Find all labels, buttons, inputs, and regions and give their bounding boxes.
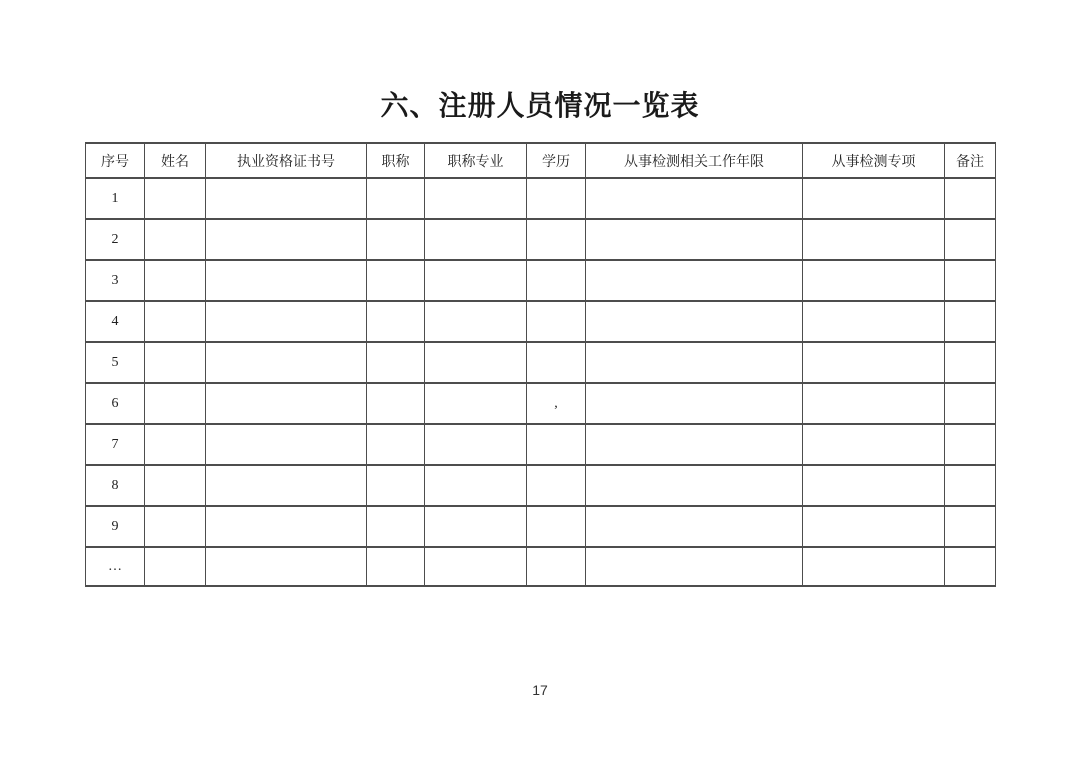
remark-cell xyxy=(945,301,996,342)
work-years-cell xyxy=(586,506,803,547)
education-cell xyxy=(527,342,586,383)
name-cell xyxy=(145,383,206,424)
title-major-cell xyxy=(425,383,527,424)
cert-no-cell xyxy=(206,547,367,586)
title-cell xyxy=(367,506,425,547)
specialty-cell xyxy=(803,465,945,506)
specialty-cell xyxy=(803,301,945,342)
row-number-cell: 1 xyxy=(86,178,145,219)
title-cell xyxy=(367,260,425,301)
cert-no-cell xyxy=(206,424,367,465)
name-cell xyxy=(145,465,206,506)
name-cell xyxy=(145,547,206,586)
table-header-row xyxy=(86,143,996,178)
specialty-cell xyxy=(803,342,945,383)
table-row xyxy=(86,383,996,424)
specialty-cell xyxy=(803,219,945,260)
title-major-cell xyxy=(425,342,527,383)
work-years-cell xyxy=(586,424,803,465)
title-major-cell xyxy=(425,547,527,586)
page-number: 17 xyxy=(532,682,548,698)
work-years-cell xyxy=(586,301,803,342)
title-cell xyxy=(367,424,425,465)
specialty-cell xyxy=(803,178,945,219)
specialty-cell xyxy=(803,506,945,547)
title-major-cell xyxy=(425,301,527,342)
education-cell xyxy=(527,219,586,260)
table-row xyxy=(86,424,996,465)
header-remark: 备注 xyxy=(945,143,996,178)
education-cell xyxy=(527,547,586,586)
table-row xyxy=(86,465,996,506)
title-cell xyxy=(367,178,425,219)
remark-cell xyxy=(945,342,996,383)
cert-no-cell xyxy=(206,342,367,383)
row-number-cell: … xyxy=(86,547,145,586)
work-years-cell xyxy=(586,219,803,260)
remark-cell xyxy=(945,383,996,424)
title-cell xyxy=(367,383,425,424)
remark-cell xyxy=(945,178,996,219)
header-certificate-no: 执业资格证书号 xyxy=(206,143,367,178)
education-cell: , xyxy=(527,383,586,424)
table-row xyxy=(86,178,996,219)
title-cell xyxy=(367,547,425,586)
work-years-cell xyxy=(586,547,803,586)
header-title: 职称 xyxy=(367,143,425,178)
education-cell xyxy=(527,465,586,506)
education-cell xyxy=(527,178,586,219)
title-major-cell xyxy=(425,178,527,219)
name-cell xyxy=(145,342,206,383)
cert-no-cell xyxy=(206,506,367,547)
row-number-cell: 5 xyxy=(86,342,145,383)
education-cell xyxy=(527,424,586,465)
remark-cell xyxy=(945,424,996,465)
title-cell xyxy=(367,219,425,260)
cert-no-cell xyxy=(206,178,367,219)
remark-cell xyxy=(945,547,996,586)
row-number-cell: 2 xyxy=(86,219,145,260)
registered-personnel-table xyxy=(85,142,996,587)
page-title: 六、注册人员情况一览表 xyxy=(380,90,700,121)
title-major-cell xyxy=(425,506,527,547)
row-number-cell: 8 xyxy=(86,465,145,506)
work-years-cell xyxy=(586,342,803,383)
remark-cell xyxy=(945,506,996,547)
header-education: 学历 xyxy=(527,143,586,178)
title-cell xyxy=(367,342,425,383)
header-name: 姓名 xyxy=(145,143,206,178)
table-row xyxy=(86,219,996,260)
title-major-cell xyxy=(425,219,527,260)
cert-no-cell xyxy=(206,260,367,301)
row-number-cell: 9 xyxy=(86,506,145,547)
table-row xyxy=(86,301,996,342)
name-cell xyxy=(145,260,206,301)
row-number-cell: 7 xyxy=(86,424,145,465)
education-cell xyxy=(527,301,586,342)
remark-cell xyxy=(945,465,996,506)
work-years-cell xyxy=(586,465,803,506)
specialty-cell xyxy=(803,547,945,586)
row-number-cell: 4 xyxy=(86,301,145,342)
table-row xyxy=(86,342,996,383)
cert-no-cell xyxy=(206,383,367,424)
header-work-years: 从事检测相关工作年限 xyxy=(586,143,803,178)
table-row-ellipsis xyxy=(86,547,996,586)
header-title-major: 职称专业 xyxy=(425,143,527,178)
work-years-cell xyxy=(586,383,803,424)
education-cell xyxy=(527,506,586,547)
work-years-cell xyxy=(586,260,803,301)
header-test-specialty: 从事检测专项 xyxy=(803,143,945,178)
education-cell xyxy=(527,260,586,301)
name-cell xyxy=(145,178,206,219)
remark-cell xyxy=(945,260,996,301)
name-cell xyxy=(145,301,206,342)
remark-cell xyxy=(945,219,996,260)
title-major-cell xyxy=(425,465,527,506)
row-number-cell: 6 xyxy=(86,383,145,424)
name-cell xyxy=(145,506,206,547)
cert-no-cell xyxy=(206,301,367,342)
cert-no-cell xyxy=(206,219,367,260)
cert-no-cell xyxy=(206,465,367,506)
specialty-cell xyxy=(803,424,945,465)
table-row xyxy=(86,260,996,301)
title-major-cell xyxy=(425,424,527,465)
table-row xyxy=(86,506,996,547)
specialty-cell xyxy=(803,383,945,424)
title-cell xyxy=(367,465,425,506)
name-cell xyxy=(145,424,206,465)
specialty-cell xyxy=(803,260,945,301)
name-cell xyxy=(145,219,206,260)
work-years-cell xyxy=(586,178,803,219)
row-number-cell: 3 xyxy=(86,260,145,301)
title-major-cell xyxy=(425,260,527,301)
title-cell xyxy=(367,301,425,342)
header-serial-number: 序号 xyxy=(86,143,145,178)
